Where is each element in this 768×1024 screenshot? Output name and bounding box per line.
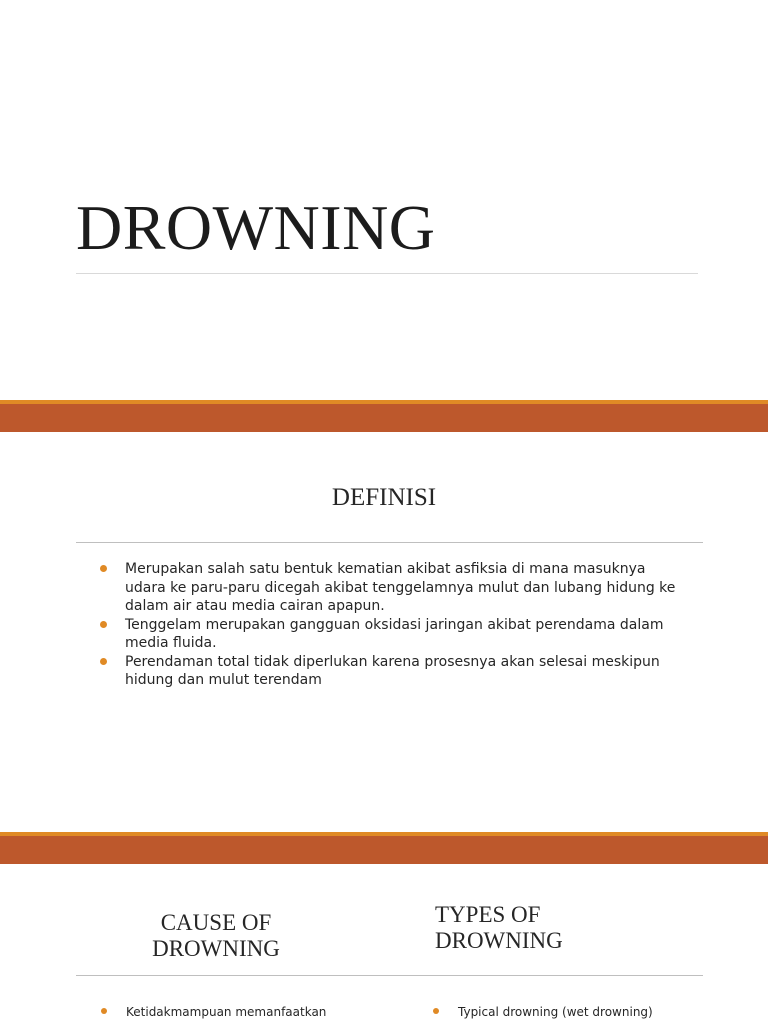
- title-slide: [0, 0, 768, 400]
- bullet-icon: [433, 1008, 439, 1014]
- section-divider: [76, 975, 703, 976]
- cause-title: CAUSE OF DROWNING: [152, 910, 280, 961]
- list-item: [100, 653, 690, 690]
- bullet-icon: [100, 621, 107, 628]
- section-title: DEFINISI: [331, 484, 437, 511]
- list-item: [100, 616, 690, 653]
- list-item-text: Typical drowning (wet drowning): [458, 1005, 653, 1019]
- section-divider: [76, 542, 703, 543]
- definition-list: [100, 560, 690, 690]
- list-item: [101, 1004, 341, 1020]
- list-item-text: Merupakan salah satu bentuk kematian akibat asfiksia di mana masuknya udara ke paru-paru dicegah akibat tenggelamnya mulut dan lubang hidung ke dalam air atau media cairan apapun.: [125, 561, 676, 614]
- types-list: [433, 1004, 693, 1020]
- slide-separator: [0, 832, 768, 864]
- cause-types-slide: [0, 864, 768, 1024]
- list-item-text: Perendaman total tidak diperlukan karena prosesnya akan selesai meskipun hidung dan mulut terendam: [125, 653, 660, 688]
- list-item: [433, 1004, 693, 1020]
- definition-slide: [0, 432, 768, 832]
- bullet-icon: [100, 565, 107, 572]
- list-item-text: Tenggelam merupakan gangguan oksidasi jaringan akibat perendama dalam media fluida.: [125, 616, 664, 651]
- cause-list: [101, 1004, 341, 1020]
- separator-accent-line: [0, 400, 768, 404]
- separator-accent-line: [0, 832, 768, 836]
- slide-title: DROWNING: [76, 192, 436, 263]
- list-item-text: Ketidakmampuan memanfaatkan: [126, 1005, 327, 1019]
- title-divider: [76, 273, 698, 274]
- bullet-icon: [100, 658, 107, 665]
- slide-separator: [0, 400, 768, 432]
- types-title: TYPES OF DROWNING: [435, 902, 563, 953]
- list-item: [100, 560, 690, 616]
- bullet-icon: [101, 1008, 107, 1014]
